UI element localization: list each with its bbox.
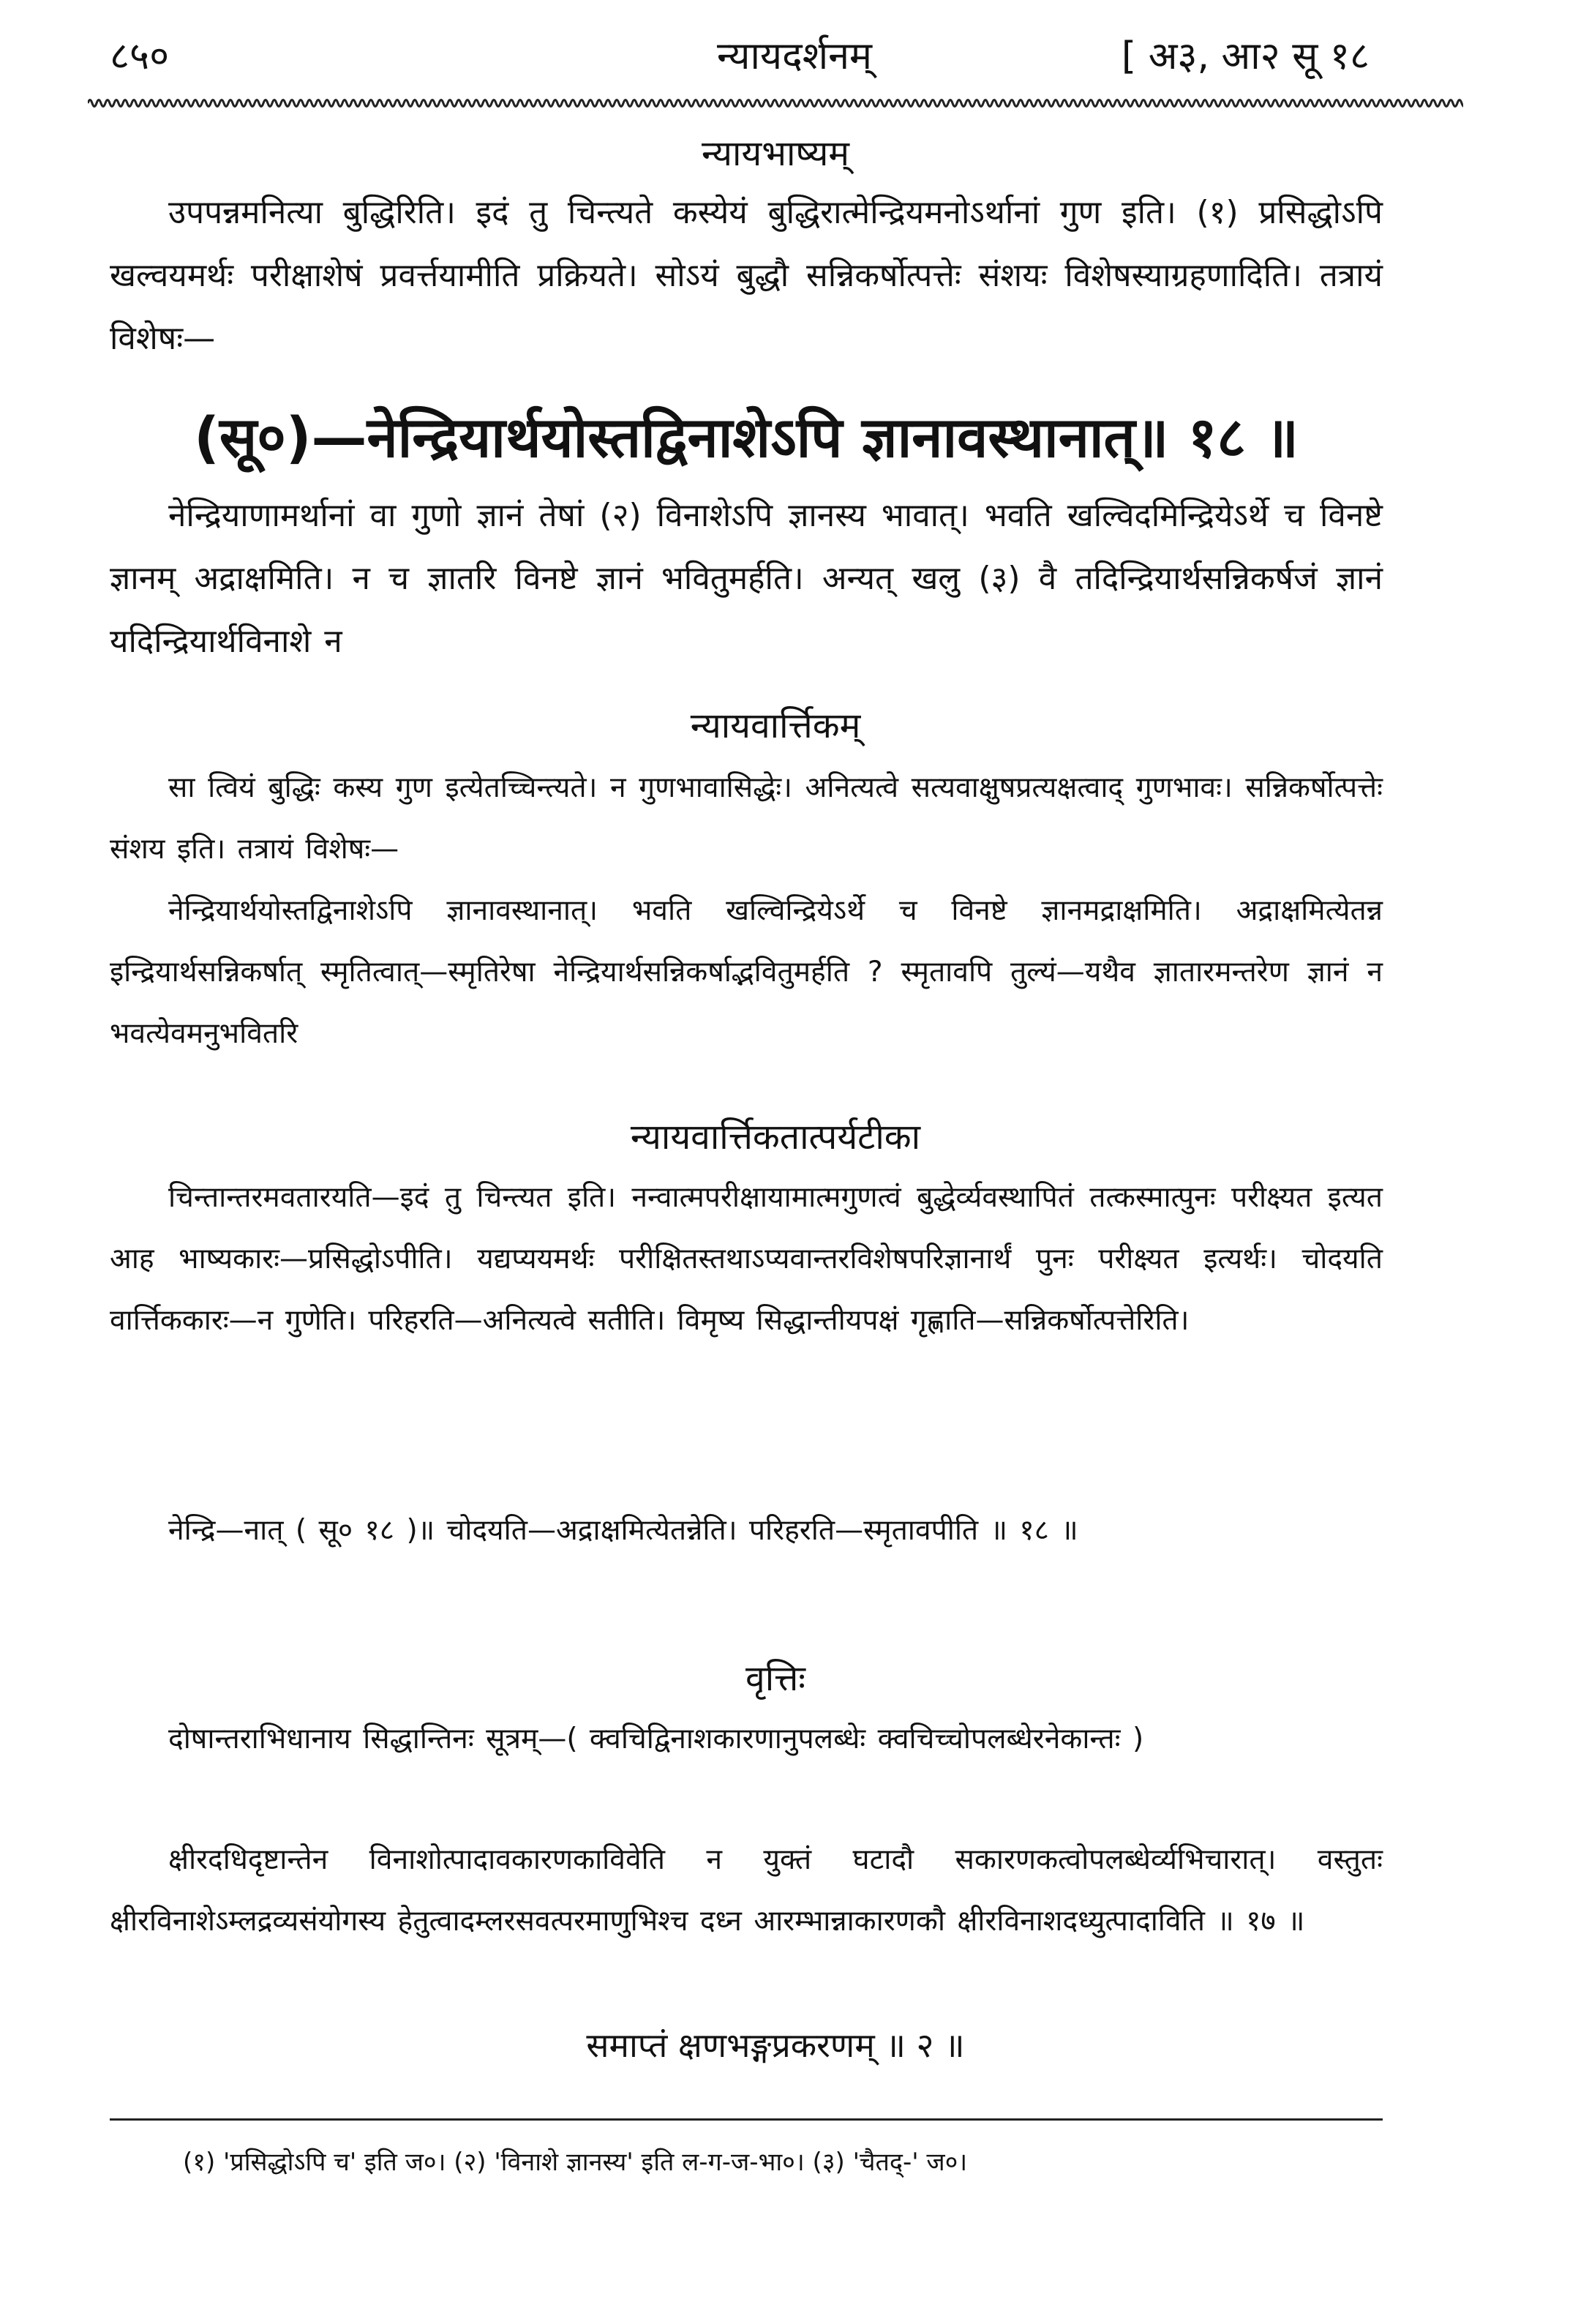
vartika-text: सा त्वियं बुद्धिः कस्य गुण इत्येतच्चिन्त्यते। न गुणभावासिद्धेः। अनित्यत्वे सत्यवाक्षुषप्रत्यक्षत्वाद् गुणभावः। सन्निकर्षोत्पत्तेः संशय इति। तत्रायं विशेषः— <box>110 771 1383 866</box>
header-wavy-rule <box>88 94 1463 113</box>
vritti-paragraph <box>110 1709 1383 1770</box>
section-heading-bhashya: न्यायभाष्यम् <box>701 133 850 174</box>
bhashya-paragraph-2 <box>110 484 1383 673</box>
bhashya-text: उपपन्नमनित्या बुद्धिरिति। इदं तु चिन्त्यते कस्येयं बुद्धिरात्मेन्द्रियमनोऽर्थानां गुण इति। (१) प्रसिद्धोऽपि खल्वयमर्थः परीक्षाशेषं प्रवर्त्तयामीति प्रक्रियते। सोऽयं बुद्धौ सन्निकर्षोत्पत्तेः संशयः विशेषस्याग्रहणादिति। तत्रायं विशेषः— <box>110 194 1383 357</box>
footnotes: (१) 'प्रसिद्धोऽपि च' इति ज०। (२) 'विनाशे ज्ञानस्य' इति ल-ग-ज-भा०। (३) 'चैतद्-' ज०। <box>183 2148 968 2177</box>
tatparya-text-2: नेन्द्रि—नात् ( सू० १८ )॥ चोदयति—अद्राक्षमित्येतन्नेति। परिहरति—स्मृतावपीति ॥ १८ ॥ <box>168 1514 1078 1547</box>
running-title: न्यायदर्शनम् <box>716 34 873 78</box>
section-heading-tatparya: न्यायवार्त्तिकतात्पर्यटीका <box>630 1117 921 1158</box>
section-heading-vritti: वृत्तिः <box>745 1658 805 1699</box>
vritti-text-2: क्षीरदधिदृष्टान्तेन विनाशोत्पादावकारणकाविवेति न युक्तं घटादौ सकारणकत्वोपलब्धेर्व्यभिचारात्। वस्तुतः क्षीरविनाशेऽम्लद्रव्यसंयोगस्य हेतुत्वादम्लरसवत्परमाणुभिश्च दध्न आरम्भान्नाकारणकौ क्षीरविनाशदध्युत्पादाविति ॥ १७ ॥ <box>110 1843 1383 1938</box>
tatparya-paragraph-2 <box>110 1500 1383 1562</box>
vritti-text: दोषान्तराभिधानाय सिद्धान्तिनः सूत्रम्—( क्वचिद्विनाशकारणानुपलब्धेः क्वचिच्चोपलब्धेरनेकान्तः ) <box>168 1723 1144 1755</box>
tatparya-paragraph <box>110 1167 1383 1352</box>
bhashya-paragraph <box>110 181 1383 370</box>
footnote-rule <box>110 2118 1383 2121</box>
vritti-paragraph-2 <box>110 1829 1383 1952</box>
page-number: ८५० <box>110 34 170 78</box>
colophon-line: समाप्तं क्षणभङ्गप्रकरणम् ॥ २ ॥ <box>586 2025 965 2065</box>
section-heading-vartika: न्यायवार्त्तिकम् <box>690 705 861 746</box>
bhashya-text-2: नेन्द्रियाणामर्थानां वा गुणो ज्ञानं तेषां (२) विनाशेऽपि ज्ञानस्य भावात्। भवति खल्विदमिन्द्रियेऽर्थे च विनष्टे ज्ञानम् अद्राक्षमिति। न च ज्ञातरि विनष्टे ज्ञानं भवितुमर्हति। अन्यत् खलु (३) वै तदिन्द्रियार्थसन्निकर्षजं ज्ञानं यदिन्द्रियार्थविनाशे न <box>110 497 1383 660</box>
vartika-text-2: नेन्द्रियार्थयोस्तद्विनाशेऽपि ज्ञानावस्थानात्। भवति खल्विन्द्रियेऽर्थे च विनष्टे ज्ञानमद्राक्षमिति। अद्राक्षमित्येतन्न इन्द्रियार्थसन्निकर्षात् स्मृतित्वात्—स्मृतिरेषा नेन्द्रियार्थसन्निकर्षाद्भवितुमर्हति ? स्मृतावपि तुल्यं—यथैव ज्ञातारमन्तरेण ज्ञानं न भवत्येवमनुभवितरि <box>110 894 1383 1050</box>
tatparya-text: चिन्तान्तरमवतारयति—इदं तु चिन्त्यत इति। नन्वात्मपरीक्षायामात्मगुणत्वं बुद्धेर्व्यवस्थापितं तत्कस्मात्पुनः परीक्ष्यत इत्यत आह भाष्यकारः—प्रसिद्धोऽपीति। यद्यप्ययमर्थः परीक्षितस्तथाऽप्यवान्तरविशेषपरिज्ञानार्थं पुनः परीक्ष्यत इत्यर्थः। चोदयति वार्त्तिककारः—न गुणेति। परिहरति—अनित्यत्वे सतीति। विमृष्य सिद्धान्तीयपक्षं गृह्णाति—सन्निकर्षोत्पत्तेरिति। <box>110 1181 1383 1337</box>
sutra-line: (सू०)—नेन्द्रियार्थयोस्तद्विनाशेऽपि ज्ञानावस्थानात्॥ १८ ॥ <box>194 405 1299 470</box>
vartika-paragraph-2 <box>110 880 1383 1065</box>
vartika-paragraph <box>110 757 1383 880</box>
chapter-reference: [ अ३, आ२ सू १८ <box>1121 34 1370 78</box>
